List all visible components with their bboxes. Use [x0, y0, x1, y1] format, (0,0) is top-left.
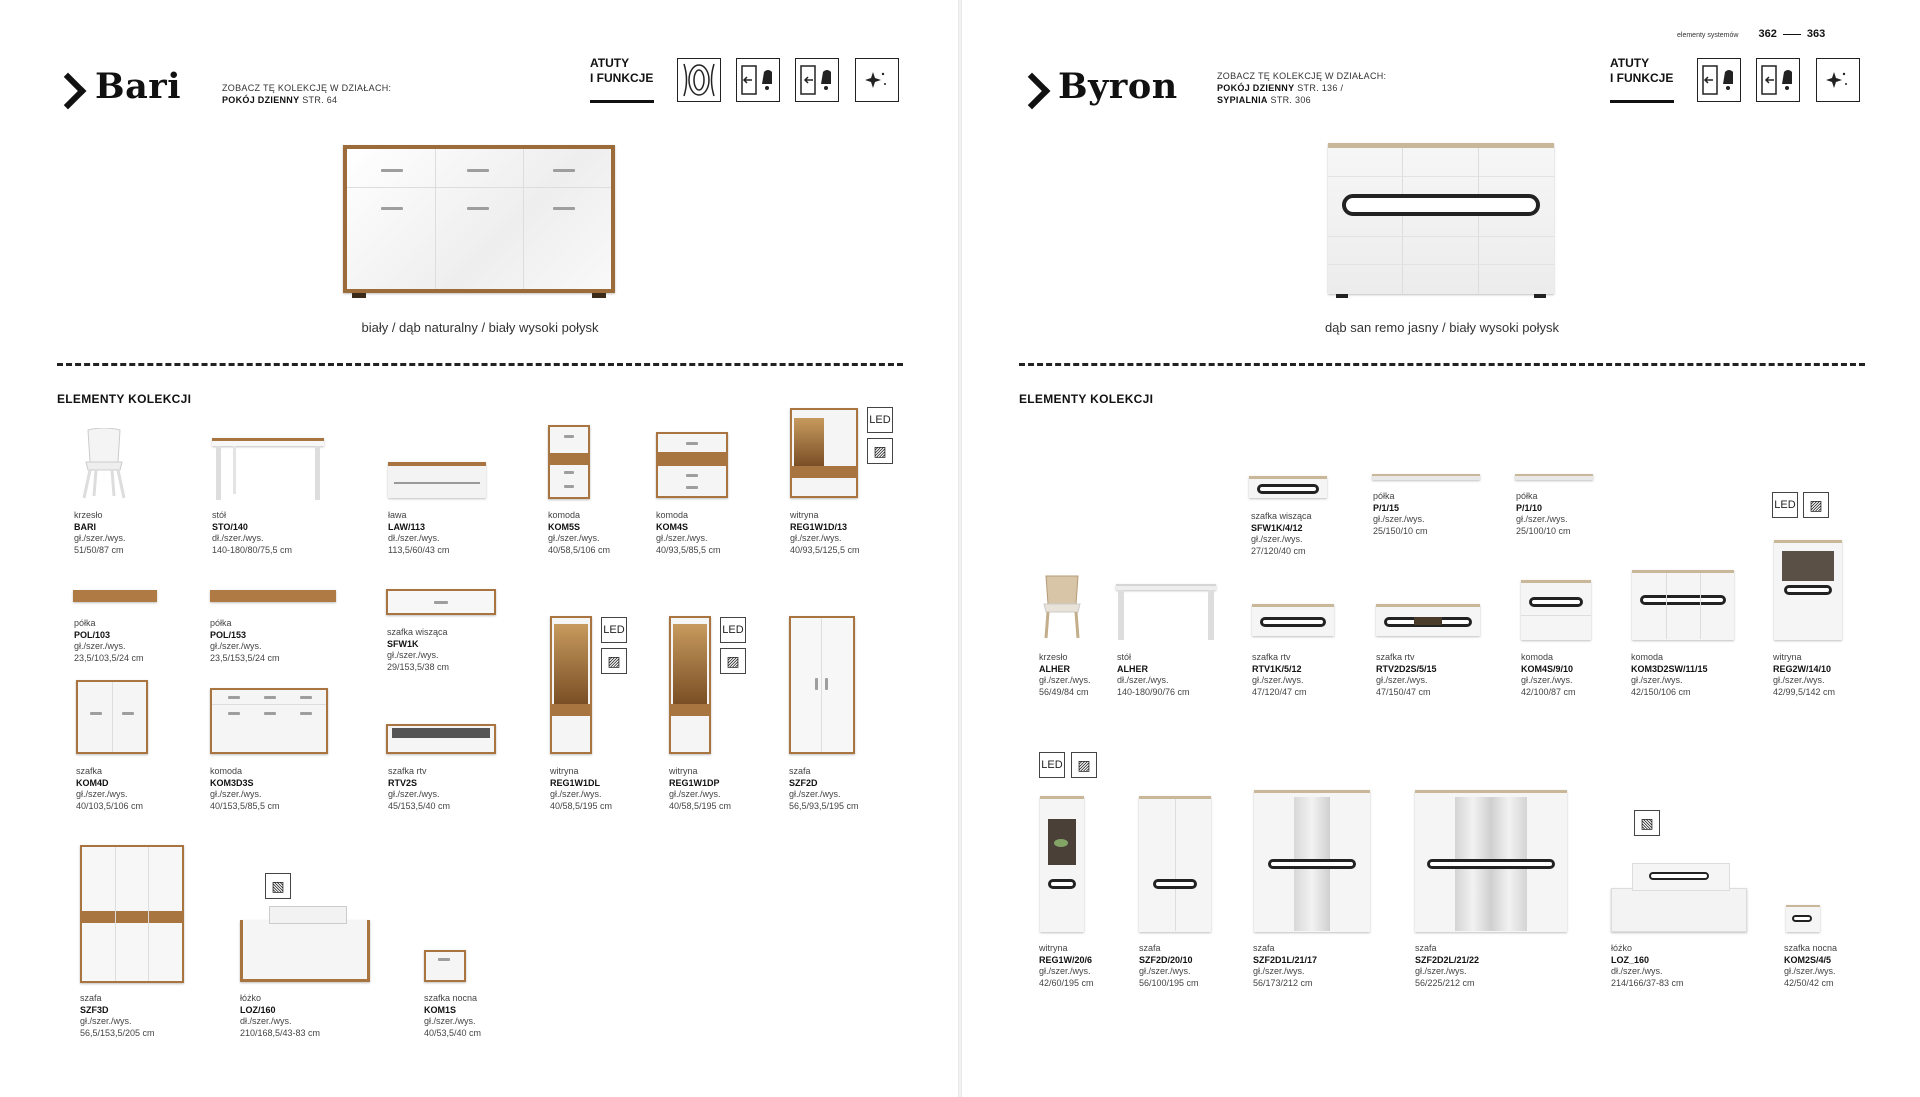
soft-close-drawer-icon-svg — [1701, 62, 1737, 98]
left-page-bari — [0, 0, 958, 1097]
item-caption: witryna REG2W/14/10 gł./szer./wys. 42/99,5/142 cm — [1773, 652, 1836, 697]
wall-cabinet-sfw1k-image — [386, 589, 496, 615]
tv-cabinet-rtv2d2s-image — [1376, 604, 1480, 636]
glass-hatch-icon: ▨ — [1803, 492, 1829, 518]
glass-hatch-icon: ▧ — [265, 873, 291, 899]
hero-product-image — [1328, 143, 1554, 294]
item-caption: komoda KOM5S gł./szer./wys. 40/58,5/106 cm — [548, 510, 611, 555]
see-collection-note: ZOBACZ TĘ KOLEKCJĘ W DZIAŁACH: POKÓJ DZIENNY STR. 64 — [222, 83, 392, 105]
item-caption: szafa SZF2D2L/21/22 gł./szer./wys. 56/225/212 cm — [1415, 943, 1480, 988]
wardrobe-szf2d2l-image — [1415, 790, 1567, 932]
bed-loz160-image — [240, 920, 370, 982]
section-label: ELEMENTY KOLEKCJI — [1019, 392, 1154, 406]
item-caption: stół ALHER dł./szer./wys. 140-180/90/76 cm — [1117, 652, 1190, 697]
chevron-right-icon — [50, 73, 87, 110]
gloss-sparkle-icon-svg — [1820, 62, 1856, 98]
wood-grain-icon-svg — [681, 62, 717, 98]
item-caption: szafka nocna KOM1S gł./szer./wys. 40/53,5/40 cm — [424, 993, 482, 1038]
collection-title: Byron — [1058, 66, 1178, 107]
item-caption: szafa SZF2D gł./szer./wys. 56,5/93,5/195 cm — [789, 766, 859, 811]
hero-caption: biały / dąb naturalny / biały wysoki połysk — [361, 320, 599, 335]
soft-close-door-icon — [1756, 58, 1800, 102]
hero-product-image — [343, 145, 615, 293]
chest-kom4s-image — [656, 432, 728, 498]
item-caption: szafka wisząca SFW1K/4/12 gł./szer./wys. 27/120/40 cm — [1251, 511, 1312, 556]
led-badge: LED — [867, 407, 893, 433]
item-caption: komoda KOM4S/9/10 gł./szer./wys. 42/100/87 cm — [1521, 652, 1576, 697]
item-caption: półka POL/103 gł./szer./wys. 23,5/103,5/24 cm — [74, 618, 144, 663]
chevron-right-icon — [1014, 73, 1051, 110]
glass-hatch-icon: ▨ — [1071, 752, 1097, 778]
item-caption: szafka rtv RTV2S gł./szer./wys. 45/153,5/40 cm — [388, 766, 451, 811]
item-caption: szafa SZF2D1L/21/17 gł./szer./wys. 56/173/212 cm — [1253, 943, 1318, 988]
soft-close-drawer-icon — [736, 58, 780, 102]
chest-kom3d3s-image — [210, 688, 328, 754]
wardrobe-szf2d-image — [1139, 796, 1211, 932]
soft-close-door-icon — [795, 58, 839, 102]
item-caption: krzesło ALHER gł./szer./wys. 56/49/84 cm — [1039, 652, 1091, 697]
item-caption: witryna REG1W1DP gł./szer./wys. 40/58,5/195 cm — [669, 766, 732, 811]
features-heading: ATUTY I FUNKCJE — [1610, 56, 1674, 85]
features-underline — [590, 100, 654, 103]
shelf-pol153-image — [210, 590, 336, 602]
item-caption: komoda KOM3D2SW/11/15 gł./szer./wys. 42/150/106 cm — [1631, 652, 1708, 697]
led-badge: LED — [1772, 492, 1798, 518]
shelf-pol103-image — [73, 590, 157, 602]
wood-grain-icon — [677, 58, 721, 102]
item-caption: komoda KOM4S gł./szer./wys. 40/93,5/85,5 cm — [656, 510, 721, 555]
item-caption: łóżko LOZ/160 dł./szer./wys. 210/168,5/43-83 cm — [240, 993, 321, 1038]
item-caption: półka P/1/15 gł./szer./wys. 25/150/10 cm — [1373, 491, 1428, 536]
table-alher-image — [1116, 584, 1216, 590]
shelf-p110-image — [1515, 474, 1593, 480]
cabinet-kom4d-image — [76, 680, 148, 754]
item-caption: komoda KOM3D3S gł./szer./wys. 40/153,5/85,5 cm — [210, 766, 280, 811]
item-caption: witryna REG1W1DL gł./szer./wys. 40/58,5/195 cm — [550, 766, 613, 811]
page-numbers: elementy systemów 362 363 — [1677, 28, 1826, 40]
item-caption: witryna REG1W/20/6 gł./szer./wys. 42/60/195 cm — [1039, 943, 1094, 988]
section-divider — [1019, 363, 1865, 366]
display-cabinet-reg1w-image — [1040, 796, 1084, 932]
led-badge: LED — [720, 617, 746, 643]
display-cabinet-reg1w1d13-image — [790, 408, 858, 498]
hero-caption: dąb san remo jasny / biały wysoki połysk — [1324, 320, 1560, 335]
soft-close-door-icon-svg — [799, 62, 835, 98]
gloss-sparkle-icon-svg — [859, 62, 895, 98]
right-page-byron — [962, 0, 1920, 1097]
item-caption: półka POL/153 gł./szer./wys. 23,5/153,5/24 cm — [210, 618, 280, 663]
collection-title: Bari — [95, 66, 181, 107]
display-cabinet-reg2w-image — [1774, 540, 1842, 640]
chair-image — [78, 428, 130, 500]
shelf-p115-image — [1372, 474, 1480, 480]
item-caption: półka P/1/10 gł./szer./wys. 25/100/10 cm — [1516, 491, 1571, 536]
item-caption: łóżko LOZ_160 dł./szer./wys. 214/166/37-83 cm — [1611, 943, 1684, 988]
tv-cabinet-rtv1k-image — [1252, 604, 1334, 636]
item-caption: szafa SZF3D gł./szer./wys. 56,5/153,5/205 cm — [80, 993, 155, 1038]
gloss-sparkle-icon — [855, 58, 899, 102]
glass-hatch-icon: ▧ — [1634, 810, 1660, 836]
item-caption: krzesło BARI gł./szer./wys. 51/50/87 cm — [74, 510, 126, 555]
features-underline — [1610, 100, 1674, 103]
table-image — [212, 438, 324, 446]
wall-cabinet-sfw1k-image — [1249, 476, 1327, 498]
gloss-sparkle-icon — [1816, 58, 1860, 102]
tv-cabinet-rtv2s-image — [386, 724, 496, 754]
see-collection-note: ZOBACZ TĘ KOLEKCJĘ W DZIAŁACH: POKÓJ DZIENNY STR. 136 / SYPIALNIA STR. 306 — [1217, 71, 1387, 105]
soft-close-drawer-icon — [1697, 58, 1741, 102]
item-caption: szafka rtv RTV1K/5/12 gł./szer./wys. 47/120/47 cm — [1252, 652, 1307, 697]
led-badge: LED — [1039, 752, 1065, 778]
led-badge: LED — [601, 617, 627, 643]
item-caption: witryna REG1W1D/13 gł./szer./wys. 40/93,5/125,5 cm — [790, 510, 860, 555]
section-label: ELEMENTY KOLEKCJI — [57, 392, 192, 406]
glass-hatch-icon: ▨ — [601, 648, 627, 674]
item-caption: szafka nocna KOM2S/4/5 gł./szer./wys. 42/50/42 cm — [1784, 943, 1838, 988]
item-caption: szafka wisząca SFW1K gł./szer./wys. 29/153,5/38 cm — [387, 627, 450, 672]
item-caption: stół STO/140 dł./szer./wys. 140-180/80/75,5 cm — [212, 510, 293, 555]
section-divider — [57, 363, 903, 366]
glass-hatch-icon: ▨ — [720, 648, 746, 674]
wardrobe-szf2d-image — [789, 616, 855, 754]
display-cabinet-reg1w1dl-image — [550, 616, 592, 754]
nightstand-kom2s-image — [1786, 905, 1820, 932]
chest-kom5s-image — [548, 425, 590, 499]
bed-loz160-image — [1611, 888, 1747, 932]
item-caption: szafa SZF2D/20/10 gł./szer./wys. 56/100/195 cm — [1139, 943, 1199, 988]
wardrobe-szf2d1l-image — [1254, 790, 1370, 932]
soft-close-drawer-icon-svg — [740, 62, 776, 98]
coffee-table-image — [388, 462, 486, 498]
display-cabinet-reg1w1dp-image — [669, 616, 711, 754]
chair-image — [1038, 574, 1086, 640]
item-caption: szafka rtv RTV2D2S/5/15 gł./szer./wys. 47/150/47 cm — [1376, 652, 1437, 697]
glass-hatch-icon: ▨ — [867, 438, 893, 464]
chest-kom3d2sw-image — [1632, 570, 1734, 640]
item-caption: szafka KOM4D gł./szer./wys. 40/103,5/106 cm — [76, 766, 144, 811]
features-heading: ATUTY I FUNKCJE — [590, 56, 654, 85]
item-caption: ława LAW/113 dł./szer./wys. 113,5/60/43 cm — [388, 510, 450, 555]
wardrobe-szf3d-image — [80, 845, 184, 983]
soft-close-door-icon-svg — [1760, 62, 1796, 98]
nightstand-kom1s-image — [424, 950, 466, 982]
chest-kom4s-image — [1521, 580, 1591, 640]
